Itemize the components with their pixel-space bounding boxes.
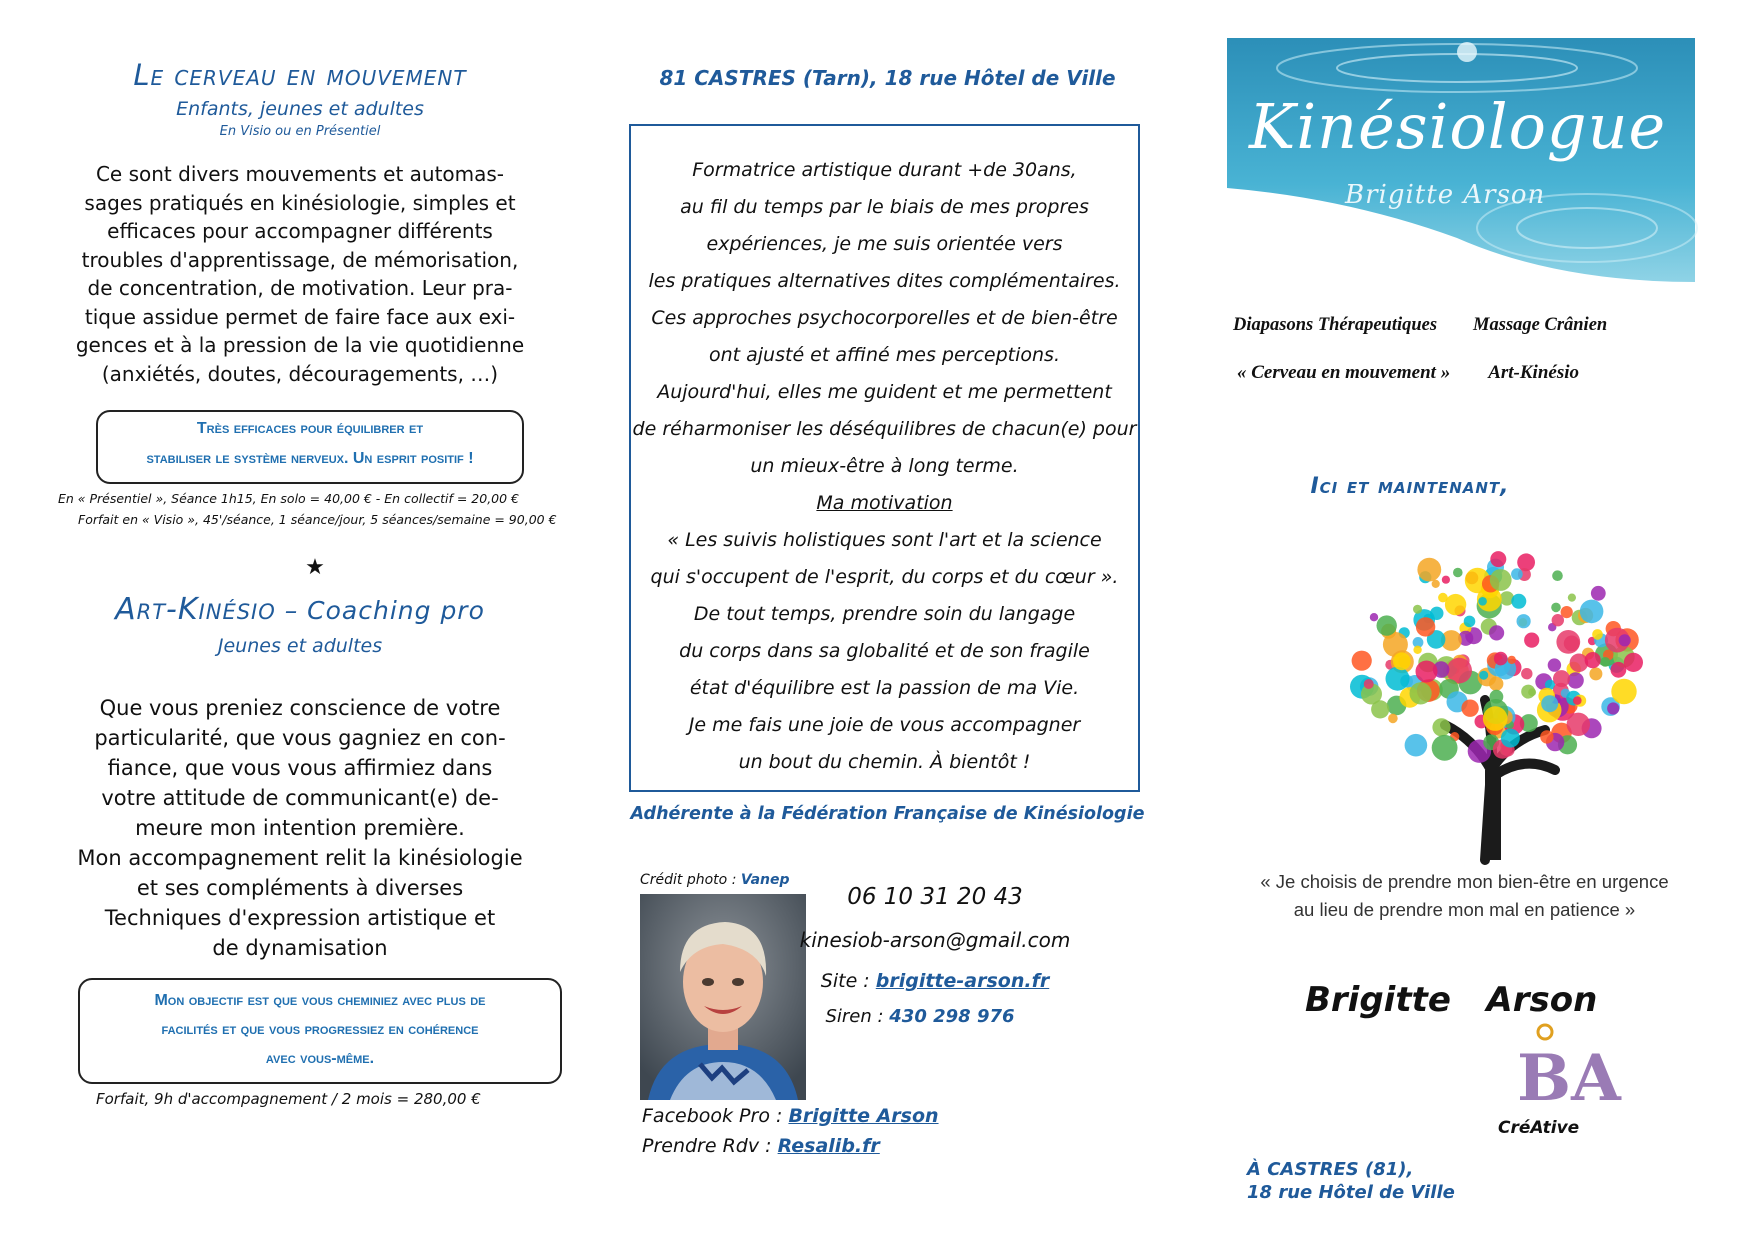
- footer-street: 18 rue Hôtel de Ville: [1247, 1182, 1455, 1203]
- bio-line: les pratiques alternatives dites complémentaires.: [648, 270, 1121, 292]
- address-header: 81 CASTRES (Tarn), 18 rue Hôtel de Ville: [659, 66, 1116, 90]
- blossom: [1511, 568, 1523, 580]
- blossom: [1521, 685, 1535, 699]
- body-art-kinesio: [40, 693, 560, 963]
- phone[interactable]: 06 10 31 20 43: [847, 884, 1023, 910]
- motivation-line: qui s'occupent de l'esprit, du corps et du cœur ».: [650, 566, 1119, 588]
- body-line: tique assidue permet de faire face aux exi-: [84, 304, 516, 329]
- body-line: et ses compléments à diverses: [136, 876, 464, 900]
- blossom: [1548, 658, 1561, 671]
- blossom: [1511, 594, 1526, 609]
- body-line: Mon accompagnement relit la kinésiologie: [77, 846, 523, 870]
- box2-line: Mon objectif est que vous cheminiez avec plus de: [154, 992, 486, 1009]
- blossom: [1432, 735, 1458, 761]
- site-label: Site :: [820, 970, 876, 992]
- siren-number: 430 298 976: [889, 1006, 1015, 1027]
- subtitle-art-kinesio: Jeunes et adultes: [217, 635, 383, 657]
- facebook-row: [642, 1105, 939, 1127]
- blossom: [1580, 600, 1604, 624]
- blossom: [1416, 617, 1435, 636]
- bio-line: ont ajusté et affiné mes perceptions.: [708, 344, 1060, 366]
- blossom: [1552, 570, 1563, 581]
- portrait-photo: [640, 894, 806, 1100]
- facebook-label: Facebook Pro :: [642, 1105, 789, 1127]
- bio-line: Formatrice artistique durant +de 30ans,: [692, 159, 1077, 181]
- bio-frame: [629, 124, 1140, 792]
- blossom: [1619, 634, 1631, 646]
- blossom: [1508, 656, 1516, 664]
- body-line: votre attitude de communicant(e) de-: [101, 786, 499, 810]
- price-line: En « Présentiel », Séance 1h15, En solo = 40,00 € - En collectif = 20,00 €: [58, 491, 520, 506]
- subtitle-cerveau: Enfants, jeunes et adultes: [176, 98, 424, 120]
- motivation-line: De tout temps, prendre soin du langage: [693, 603, 1076, 625]
- blossom: [1432, 580, 1440, 588]
- rdv-link[interactable]: Resalib.fr: [777, 1135, 880, 1157]
- blossom: [1494, 652, 1508, 666]
- email[interactable]: kinesiob-arson@gmail.com: [799, 928, 1071, 952]
- title-art-kinesio-a: Art-Kinésio: [115, 592, 276, 627]
- motivation-line: état d'équilibre est la passion de ma Vie.: [689, 677, 1080, 699]
- siren-row: [770, 1006, 1070, 1027]
- bio-line: au fil du temps par le biais de mes propres: [680, 196, 1089, 218]
- middle-panel: [600, 0, 1175, 1240]
- blossom: [1464, 616, 1476, 628]
- banner-name: Brigitte Arson: [1345, 180, 1546, 210]
- body-line: fiance, que vous vous affirmiez dans: [107, 756, 493, 780]
- title-cerveau: Le cerveau en mouvement: [133, 58, 467, 92]
- blossom: [1517, 614, 1531, 628]
- price-line: Forfait en « Visio », 45'/séance, 1 séance/jour, 5 séances/semaine = 90,00 €: [78, 512, 557, 527]
- blossom: [1501, 729, 1520, 748]
- blossom: [1611, 679, 1636, 704]
- blossom: [1591, 586, 1606, 601]
- service-diapasons: Diapasons Thérapeutiques: [1233, 315, 1438, 335]
- box2-line: facilités et que vous progressiez en cohérence: [161, 1021, 479, 1038]
- bio-line: de réharmoniser les déséquilibres de chacun(e) pour: [632, 418, 1137, 440]
- blossom: [1567, 672, 1583, 688]
- blossom: [1521, 668, 1532, 679]
- blossom: [1552, 614, 1564, 626]
- blossom: [1607, 702, 1619, 714]
- blossom: [1551, 603, 1561, 613]
- blossom: [1410, 682, 1432, 704]
- logo: [1515, 1020, 1621, 1116]
- blossom: [1541, 695, 1558, 712]
- quote-line: « Je choisis de prendre mon bien-être en urgence: [1260, 871, 1669, 892]
- service-art-kinesio: Art-Kinésio: [1488, 362, 1580, 383]
- facebook-link[interactable]: Brigitte Arson: [788, 1105, 939, 1127]
- blossom: [1585, 652, 1601, 668]
- box1-line: Très efficaces pour équilibrer et: [196, 420, 424, 437]
- footer-city: À CASTRES (81),: [1247, 1159, 1414, 1180]
- blossom: [1624, 653, 1643, 672]
- service-cerveau: « Cerveau en mouvement »: [1237, 362, 1451, 383]
- price-cerveau: [58, 488, 578, 530]
- site-row: [785, 970, 1085, 992]
- tree-icon: [1325, 540, 1665, 860]
- body-line: particularité, que vous gagniez en con-: [94, 726, 506, 750]
- bio-text: [631, 126, 1138, 485]
- ici-maintenant: Ici et maintenant,: [1310, 474, 1510, 499]
- site-link[interactable]: brigitte-arson.fr: [875, 970, 1050, 992]
- blossom: [1479, 671, 1488, 680]
- motivation-line: du corps dans sa globalité et de son fragile: [679, 640, 1090, 662]
- blossom: [1405, 734, 1428, 757]
- services-row-1: [1233, 315, 1753, 336]
- blossom: [1352, 651, 1372, 671]
- blossom: [1567, 713, 1590, 736]
- highlight-box-2: [78, 978, 562, 1084]
- motivation-line: Je me fais une joie de vous accompagner: [688, 714, 1081, 736]
- bio-line: Ces approches psychocorporelles et de bien-être: [651, 307, 1118, 329]
- star-icon: ★: [305, 555, 325, 580]
- body-line: Que vous preniez conscience de votre: [99, 696, 501, 720]
- blossom: [1540, 730, 1553, 743]
- siren-label: Siren :: [825, 1006, 890, 1027]
- bio-line: un mieux-être à long terme.: [750, 455, 1019, 477]
- blossom: [1364, 679, 1374, 689]
- rdv-row: [642, 1135, 880, 1157]
- left-panel: [0, 0, 600, 1240]
- blossom: [1413, 605, 1422, 614]
- blossom: [1377, 615, 1397, 635]
- services-row-2: [1237, 362, 1757, 384]
- quote: [1175, 868, 1754, 924]
- credit-label: Crédit photo :: [640, 872, 741, 888]
- bio-line: Aujourd'hui, elles me guident et me permettent: [657, 381, 1112, 403]
- blossom: [1490, 569, 1512, 591]
- blossom: [1386, 667, 1410, 691]
- blossom: [1461, 700, 1478, 717]
- title-art-kinesio: [0, 592, 600, 627]
- banner: [1227, 38, 1695, 282]
- blossom: [1490, 551, 1506, 567]
- blossom: [1370, 613, 1378, 621]
- blossom: [1388, 714, 1398, 724]
- box2-line: avec vous-même.: [265, 1050, 375, 1067]
- blossom: [1453, 568, 1463, 578]
- body-line: sages pratiqués en kinésiologie, simples et: [84, 190, 516, 215]
- body-line: de dynamisation: [212, 936, 388, 960]
- body-line: meure mon intention première.: [135, 816, 465, 840]
- blossom: [1416, 661, 1438, 683]
- logo-letters: BA: [1517, 1041, 1621, 1116]
- body-line: (anxiétés, doutes, découragements, …): [101, 361, 499, 386]
- motivation-line: « Les suivis holistiques sont l'art et la science: [667, 529, 1102, 551]
- blossom: [1600, 657, 1610, 667]
- blossom: [1442, 576, 1450, 584]
- blossom: [1417, 558, 1441, 582]
- motivation-title: Ma motivation: [816, 492, 953, 514]
- blossom: [1553, 670, 1570, 687]
- motivation-text: [631, 522, 1138, 781]
- blossom: [1393, 652, 1411, 670]
- portrait-illustration: [640, 894, 806, 1100]
- federation: Adhérente à la Fédération Française de Kinésiologie: [630, 804, 1145, 824]
- blossom: [1592, 629, 1603, 640]
- body-line: Techniques d'expression artistique et: [104, 906, 496, 930]
- tree-illustration: [1325, 540, 1665, 860]
- body-line: efficaces pour accompagner différents: [107, 219, 493, 243]
- body-cerveau: [40, 160, 560, 388]
- blossom: [1478, 597, 1487, 606]
- body-line: Ce sont divers mouvements et automas-: [95, 162, 505, 186]
- highlight-box-1: [96, 410, 524, 484]
- motivation-line: un bout du chemin. À bientôt !: [738, 751, 1031, 773]
- banner-title: Kinésiologue: [1249, 90, 1667, 163]
- blossom: [1445, 594, 1466, 615]
- credit-name: Vanep: [740, 872, 790, 888]
- blossom: [1556, 630, 1580, 654]
- blossom: [1489, 677, 1503, 691]
- blossom: [1589, 667, 1602, 680]
- mode-cerveau: En Visio ou en Présentiel: [219, 124, 381, 139]
- box1-line: stabiliser le système nerveux. Un esprit positif !: [146, 450, 474, 467]
- quote-line: au lieu de prendre mon mal en patience »: [1293, 899, 1636, 920]
- blossom: [1413, 646, 1421, 654]
- blossom: [1611, 662, 1627, 678]
- rdv-label: Prendre Rdv :: [642, 1135, 778, 1157]
- blossom: [1524, 633, 1539, 648]
- blossom: [1371, 700, 1389, 718]
- blossom: [1573, 696, 1582, 705]
- logo-caption: CréAtive: [1498, 1118, 1580, 1138]
- right-panel: [1175, 0, 1754, 1240]
- blossom: [1430, 607, 1443, 620]
- body-line: troubles d'apprentissage, de mémorisation,: [81, 247, 519, 272]
- footer-address: [1247, 1158, 1455, 1204]
- photo-credit: [640, 872, 790, 888]
- blossom: [1489, 625, 1504, 640]
- blossom: [1483, 706, 1508, 731]
- price-art-kinesio: Forfait, 9h d'accompagnement / 2 mois = 280,00 €: [96, 1090, 481, 1108]
- signature: Brigitte Arson: [1305, 980, 1598, 1020]
- service-massage: Massage Crânien: [1473, 315, 1608, 335]
- body-line: gences et à la pression de la vie quotidienne: [75, 333, 525, 357]
- blossom: [1432, 718, 1450, 736]
- bio-line: expériences, je me suis orientée vers: [706, 233, 1063, 255]
- logo-mark: [1515, 1020, 1621, 1116]
- body-line: de concentration, de motivation. Leur pra-: [87, 276, 513, 300]
- blossom: [1568, 594, 1576, 602]
- title-art-kinesio-b: – Coaching pro: [275, 596, 485, 625]
